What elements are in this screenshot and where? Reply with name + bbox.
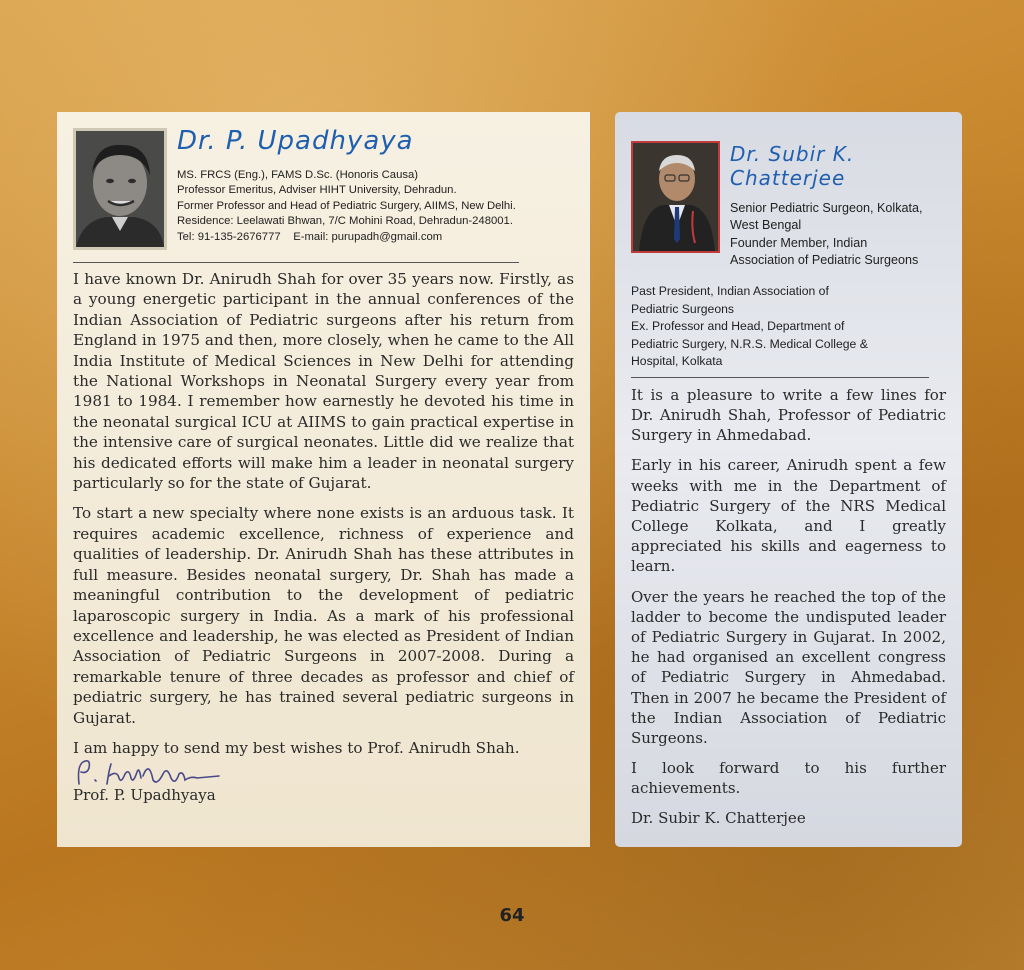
paragraph: Early in his career, Anirudh spent a few weeks with me in the Department of Pediatric Surgery of the NRS Medical College Kolkata, and I greatly appreciated his skills and eagerness to learn.	[631, 456, 946, 576]
right-header-text	[730, 138, 946, 269]
portrait-image	[76, 131, 164, 247]
credential-line: Ex. Professor and Head, Department of	[631, 319, 845, 334]
author-name: Dr. P. Upadhyaya	[177, 126, 414, 156]
credential-line: MS. FRCS (Eng.), FAMS D.Sc. (Honoris Causa)	[177, 169, 419, 181]
credential-line: Pediatric Surgery, N.R.S. Medical College &	[631, 336, 868, 351]
author-credentials	[177, 168, 516, 245]
signoff-name: Dr. Subir K. Chatterjee	[631, 808, 806, 827]
credential-line: Founder Member, Indian	[730, 235, 868, 250]
credential-line: Former Professor and Head of Pediatric Surgery, AIIMS, New Delhi.	[177, 199, 516, 212]
credential-line: Senior Pediatric Surgeon, Kolkata,	[730, 201, 923, 215]
left-testimonial-panel	[57, 112, 590, 847]
left-header-text	[177, 124, 516, 250]
left-header	[73, 124, 574, 250]
page-number: 64	[499, 905, 525, 926]
contact-line: Tel: 91-135-2676777 E-mail: purupadh@gmail.com	[177, 230, 443, 243]
paragraph: I have known Dr. Anirudh Shah for over 35 years now. Firstly, as a young energetic participant in the annual conferences of the Indian Association of Pediatric surgeons after his return from England in 1975 and then, more closely, when he came to the All India Institute of Medical Sciences in New Delhi for attending the National Workshops in Neonatal Surgery every year from 1981 to 1984. I remember how earnestly he devoted his time in the neonatal surgical ICU at AIIMS to gain practical expertise in the intensive care of surgical neonates. Little did we realize that his dedicated efforts will make him a leader in neonatal surgery particularly so for the state of Gujarat.	[73, 270, 574, 493]
credential-line: West Bengal	[730, 218, 802, 233]
credential-line: Residence: Leelawati Bhwan, 7/C Mohini Road, Dehradun-248001.	[177, 215, 513, 228]
portrait-image	[633, 143, 718, 251]
credential-line: Association of Pediatric Surgeons	[730, 252, 919, 267]
paragraph: I am happy to send my best wishes to Prof. Anirudh Shah.	[73, 738, 520, 757]
letter-body	[631, 385, 946, 799]
credential-line: Professor Emeritus, Adviser HIHT University, Dehradun.	[177, 184, 457, 197]
author-credentials	[730, 200, 946, 269]
credential-line: Hospital, Kolkata	[631, 354, 723, 369]
paragraph: Over the years he reached the top of the ladder to become the undisputed leader of Pediatric Surgery in Gujarat. In 2002, he had organised an excellent congress of Pediatric Surgery in Ahmedabad. Then in 2007 he became the President of the Indian Association of Pediatric Surgeons.	[631, 587, 946, 747]
divider	[73, 262, 519, 263]
credential-line: Pediatric Surgeons	[631, 301, 734, 316]
author-credentials-more	[631, 283, 946, 371]
signoff-name: Prof. P. Upadhyaya	[73, 786, 216, 805]
credential-line: Past President, Indian Association of	[631, 284, 829, 299]
letter-body	[73, 269, 574, 758]
paragraph: To start a new specialty where none exists is an arduous task. It requires academic excellence, richness of experience and qualities of leadership. Dr. Anirudh Shah has these attributes in full measure. Besides neonatal surgery, Dr. Shah has made a meaningful contribution to the development of pediatric laparoscopic surgery in India. As a mark of his professional excellence and leadership, he was elected as President of Indian Association of Pediatric Surgeons in 2007-2008. During a remarkable tenure of three decades as professor and chief of pediatric surgery, he has trained several pediatric surgeons in Gujarat.	[73, 504, 574, 727]
right-testimonial-panel	[615, 112, 962, 847]
paragraph: It is a pleasure to write a few lines for Dr. Anirudh Shah, Professor of Pediatric Surgery in Ahmedabad.	[631, 385, 946, 445]
portrait-photo-chatterjee	[631, 141, 720, 253]
divider	[631, 377, 929, 378]
right-header	[631, 138, 946, 269]
portrait-photo-upadhyaya	[73, 128, 167, 250]
paragraph: I look forward to his further achievements.	[631, 759, 946, 798]
handwritten-signature	[73, 756, 273, 790]
author-name: Dr. Subir K. Chatterjee	[730, 142, 855, 190]
